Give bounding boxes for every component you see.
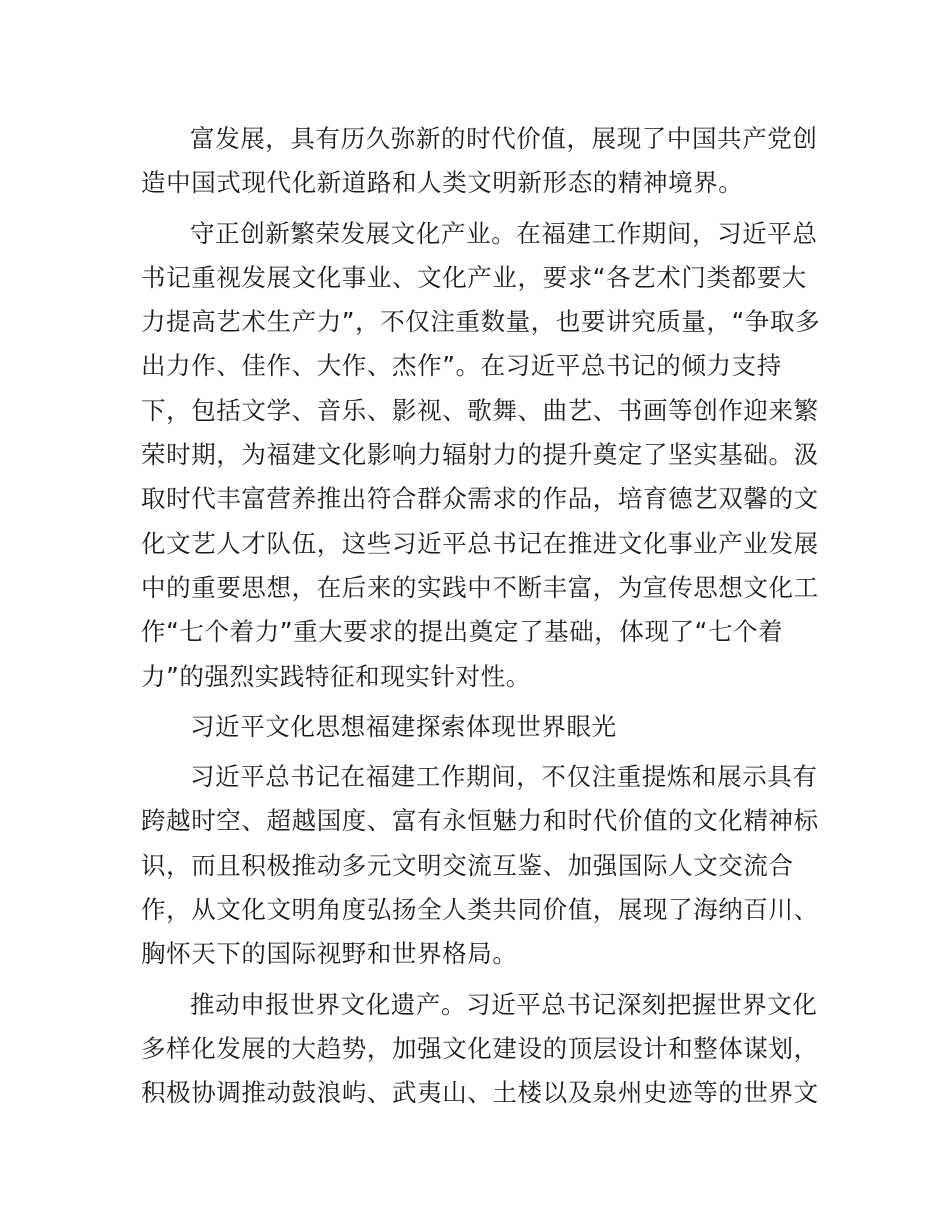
paragraph-1: 富发展，具有历久弥新的时代价值，展现了中国共产党创造中国式现代化新道路和人类文明新形态的精神境界。 [141,124,818,198]
document-body [141,117,831,1116]
paragraph-2: 守正创新繁荣发展文化产业。在福建工作期间，习近平总书记重视发展文化事业、文化产业，要求“各艺术门类都要大力提高艺术生产力”，不仅注重数量，也要讲究质量，“争取多出力作、佳作、大作、杰作”。在习近平总书记的倾力支持下，包括文学、音乐、影视、歌舞、曲艺、书画等创作迎来繁荣时期，为福建文化影响力辐射力的提升奠定了坚实基础。汲取时代丰富营养推出符合群众需求的作品，培育德艺双馨的文化文艺人才队伍，这些习近平总书记在推进文化事业产业发展中的重要思想，在后来的实践中不断丰富，为宣传思想文化工作“七个着力”重大要求的提出奠定了基础，体现了“七个着力”的强烈实践特征和现实针对性。 [141,218,821,691]
section-heading: 习近平文化思想福建探索体现世界眼光 [190,711,617,741]
paragraph-3: 习近平总书记在福建工作期间，不仅注重提炼和展示具有跨越时空、超越国度、富有永恒魅力和时代价值的文化精神标识，而且积极推动多元文明交流互鉴、加强国际人文交流合作，从文化文明角度弘扬全人类共同价值，展现了海纳百川、胸怀天下的国际视野和世界格局。 [141,762,819,969]
paragraph-4: 推动申报世界文化遗产。习近平总书记深刻把握世界文化多样化发展的大趋势，加强文化建设的顶层设计和整体谋划，积极协调推动鼓浪屿、武夷山、土楼以及泉州史迹等的世界文 [141,989,819,1108]
